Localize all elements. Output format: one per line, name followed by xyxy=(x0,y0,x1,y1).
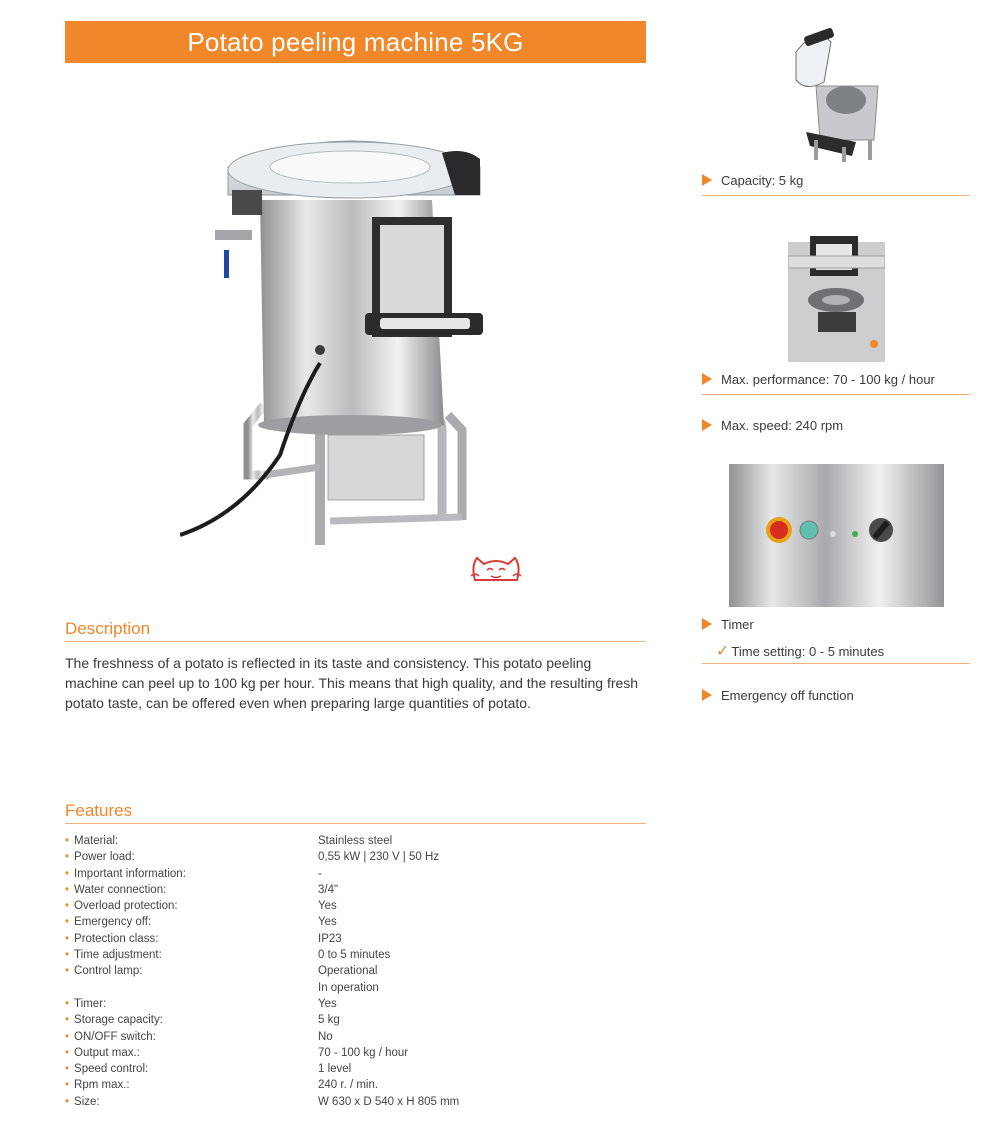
spec-speed xyxy=(702,418,970,433)
bullet-icon: • xyxy=(65,883,70,896)
arrow-right-icon xyxy=(702,419,712,431)
feature-row xyxy=(65,1029,646,1045)
feature-label-text: Time adjustment: xyxy=(74,949,162,962)
feature-row xyxy=(65,1045,646,1061)
bullet-icon: • xyxy=(65,1095,70,1108)
feature-label xyxy=(65,849,318,865)
feature-row xyxy=(65,882,646,898)
bullet-icon: • xyxy=(65,851,70,864)
feature-value: 0,55 kW | 230 V | 50 Hz xyxy=(318,851,440,864)
feature-value: In operation xyxy=(318,981,379,994)
feature-row xyxy=(65,1061,646,1077)
spec-performance xyxy=(702,372,970,387)
bullet-icon: • xyxy=(65,1079,70,1092)
spec-capacity-label: Capacity: 5 kg xyxy=(721,173,804,188)
feature-label-text: Output max.: xyxy=(74,1046,140,1059)
feature-value: 240 r. / min. xyxy=(318,1079,379,1092)
feature-row xyxy=(65,1094,646,1110)
feature-label xyxy=(65,1077,318,1093)
feature-label-text: Control lamp: xyxy=(74,965,143,978)
feature-label xyxy=(65,833,318,849)
feature-row xyxy=(65,996,646,1012)
spec-time-setting-label: Time setting: 0 - 5 minutes xyxy=(731,644,885,659)
feature-label-text: Overload protection: xyxy=(74,900,178,913)
feature-value: 70 - 100 kg / hour xyxy=(318,1046,409,1059)
feature-value: 1 level xyxy=(318,1063,352,1076)
bullet-icon: • xyxy=(65,900,70,913)
feature-value: 0 to 5 minutes xyxy=(318,949,391,962)
feature-label-text: Size: xyxy=(74,1095,100,1108)
page-title: Potato peeling machine 5KG xyxy=(65,21,646,63)
feature-label-text: Protection class: xyxy=(74,932,159,945)
feature-row xyxy=(65,947,646,963)
feature-label xyxy=(65,996,318,1012)
feature-label xyxy=(65,882,318,898)
feature-value: Yes xyxy=(318,900,337,913)
feature-value: W 630 x D 540 x H 805 mm xyxy=(318,1095,460,1108)
feature-row xyxy=(65,914,646,930)
spec-speed-label: Max. speed: 240 rpm xyxy=(721,418,844,433)
spec-timer-label: Timer xyxy=(721,617,754,632)
feature-label-text: Emergency off: xyxy=(74,916,152,929)
machine-open-photo xyxy=(786,22,884,164)
bullet-icon: • xyxy=(65,965,70,978)
feature-label-text: Timer: xyxy=(74,997,107,1010)
features-table xyxy=(65,833,646,1110)
description-heading: Description xyxy=(65,619,646,642)
feature-row xyxy=(65,833,646,849)
bullet-icon: • xyxy=(65,997,70,1010)
bullet-icon: • xyxy=(65,1063,70,1076)
bullet-icon: • xyxy=(65,932,70,945)
feature-label-text: Rpm max.: xyxy=(74,1079,130,1092)
feature-label xyxy=(65,1012,318,1028)
feature-row xyxy=(65,1077,646,1093)
feature-value: Stainless steel xyxy=(318,835,393,847)
feature-value: Yes xyxy=(318,997,337,1010)
feature-row xyxy=(65,980,646,996)
feature-value: - xyxy=(318,867,322,880)
feature-label xyxy=(65,980,318,996)
description-text: The freshness of a potato is reflected in its taste and consistency. This potato peeling machine can peel up to 100 kg per hour. This means that high quality, and the resulting fresh potato taste, can be offered even when preparing large quantities of potato. xyxy=(65,655,639,711)
spec-performance-label: Max. performance: 70 - 100 kg / hour xyxy=(721,372,935,387)
bullet-icon: • xyxy=(65,1030,70,1043)
feature-row xyxy=(65,1012,646,1028)
feature-label-text: Speed control: xyxy=(74,1063,149,1076)
feature-label xyxy=(65,931,318,947)
feature-value: IP23 xyxy=(318,932,342,945)
feature-value: 5 kg xyxy=(318,1014,340,1027)
feature-value: Yes xyxy=(318,916,337,929)
arrow-right-icon xyxy=(702,373,712,385)
divider xyxy=(702,195,970,196)
spec-emergency xyxy=(702,688,970,703)
features-heading: Features xyxy=(65,801,646,824)
machine-top-photo xyxy=(788,222,885,362)
feature-row xyxy=(65,931,646,947)
spec-emergency-label: Emergency off function xyxy=(721,688,854,703)
feature-label xyxy=(65,1061,318,1077)
bullet-icon: • xyxy=(65,835,70,847)
feature-label xyxy=(65,866,318,882)
feature-value: No xyxy=(318,1030,333,1043)
arrow-right-icon xyxy=(702,689,712,701)
feature-label xyxy=(65,914,318,930)
feature-row xyxy=(65,849,646,865)
feature-label xyxy=(65,1029,318,1045)
control-panel-photo xyxy=(729,464,944,607)
feature-label xyxy=(65,1094,318,1110)
spec-time-setting xyxy=(716,641,970,661)
feature-label-text: ON/OFF switch: xyxy=(74,1030,156,1043)
bullet-icon: • xyxy=(65,1046,70,1059)
mascot-logo-icon xyxy=(469,552,523,584)
arrow-right-icon xyxy=(702,174,712,186)
feature-row xyxy=(65,866,646,882)
feature-row xyxy=(65,898,646,914)
feature-label xyxy=(65,898,318,914)
feature-row xyxy=(65,963,646,979)
feature-label-text: Water connection: xyxy=(74,883,167,896)
feature-label xyxy=(65,963,318,979)
checkmark-icon: ✓ xyxy=(716,643,730,660)
divider xyxy=(702,663,970,664)
divider xyxy=(702,394,970,395)
feature-label-text: Material: xyxy=(74,835,119,847)
bullet-icon: • xyxy=(65,949,70,962)
spec-timer xyxy=(702,617,970,632)
spec-capacity xyxy=(702,173,970,188)
bullet-icon: • xyxy=(65,1014,70,1027)
product-photo xyxy=(180,95,528,587)
feature-label-text: Storage capacity: xyxy=(74,1014,163,1027)
feature-label xyxy=(65,1045,318,1061)
feature-label-text: Power load: xyxy=(74,851,135,864)
feature-label-text: Important information: xyxy=(74,867,186,880)
feature-label xyxy=(65,947,318,963)
bullet-icon: • xyxy=(65,916,70,929)
feature-value: 3/4" xyxy=(318,883,339,896)
arrow-right-icon xyxy=(702,618,712,630)
feature-value: Operational xyxy=(318,965,378,978)
bullet-icon: • xyxy=(65,867,70,880)
